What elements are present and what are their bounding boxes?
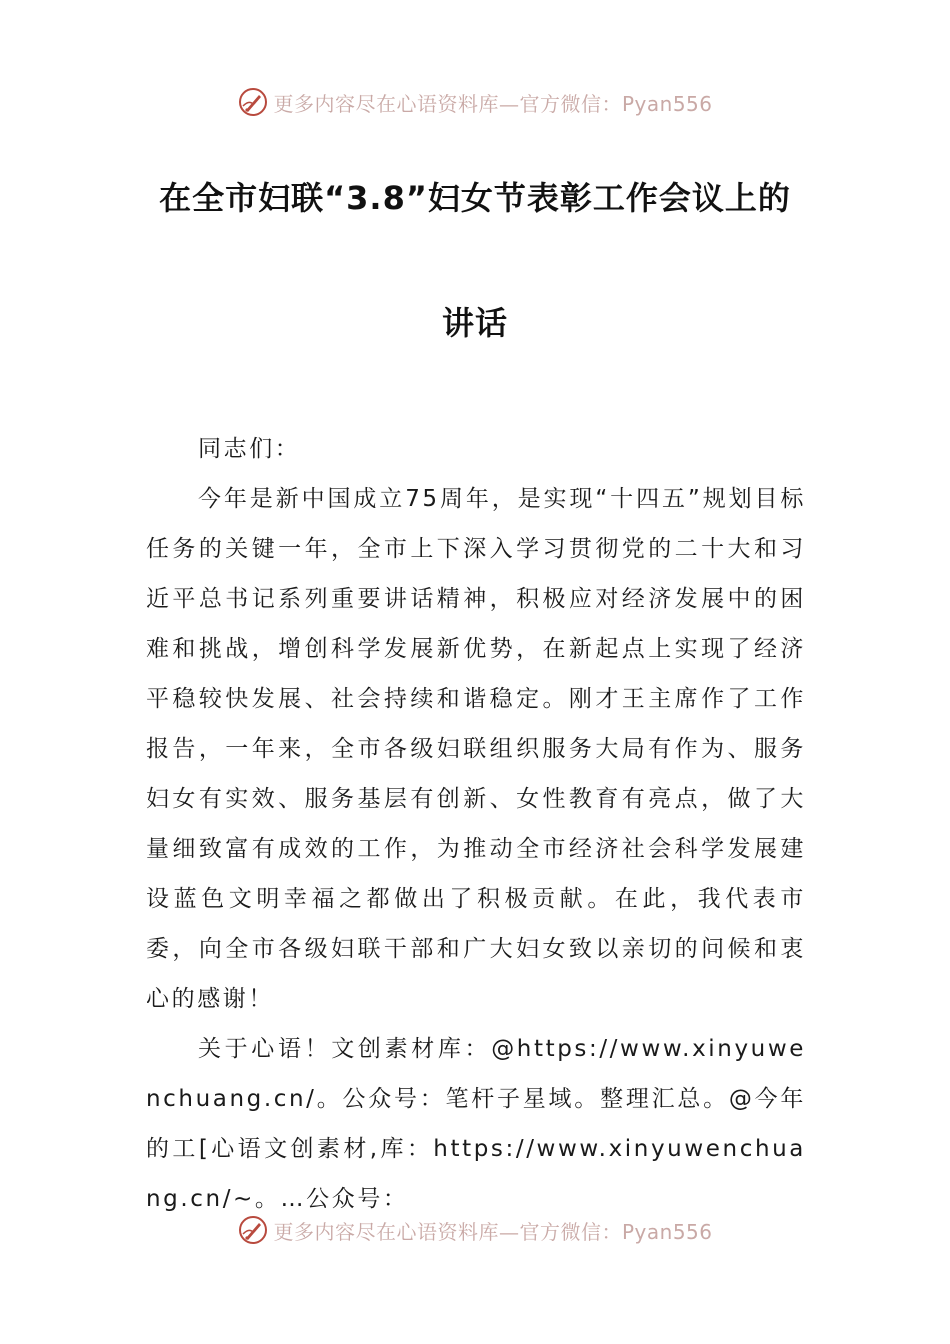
document-body [146,424,806,1224]
watermark-label: 更多内容尽在心语资料库—官方微信： [273,91,622,116]
body-paragraph-1: 今年是新中国成立75周年，是实现“十四五”规划目标任务的关键一年，全市上下深入学习贯彻党的二十大和习近平总书记系列重要讲话精神，积极应对经济发展中的困难和挑战，增创科学发展新优势，在新起点上实现了经济平稳较快发展、社会持续和谐稳定。刚才王主席作了工作报告，一年来，全市各级妇联组织服务大局有作为、服务妇女有实效、服务基层有创新、女性教育有亮点，做了大量细致富有成效的工作，为推动全市经济社会科学发展建设蓝色文明幸福之都做出了积极贡献。在此，我代表市委，向全市各级妇联干部和广大妇女致以亲切的问候和衷心的感谢！ [146,486,806,1012]
footer-watermark-banner [0,1210,950,1250]
wechat-id: Pyan556 [621,1219,713,1244]
header-watermark-banner [0,82,950,122]
quill-pen-logo-icon [237,1214,269,1246]
salutation: 同志们： [198,436,301,462]
quill-pen-logo-icon [237,86,269,118]
watermark-text [273,1216,712,1245]
document-title-line1: 在全市妇联“3.8”妇女节表彰工作会议上的 [159,179,791,217]
watermark-label: 更多内容尽在心语资料库—官方微信： [273,1219,622,1244]
watermark-text [273,88,712,117]
wechat-id: Pyan556 [621,91,713,116]
document-title-line2: 讲话 [441,304,508,342]
body-paragraph-2: 关于心语！文创素材库：@https://www.xinyuwenchuang.cn/。公众号：笔杆子星域。整理汇总。@今年的工[心语文创素材,库：https://www.xinyuwenchuang.cn/~。…公众号： [146,1036,806,1212]
